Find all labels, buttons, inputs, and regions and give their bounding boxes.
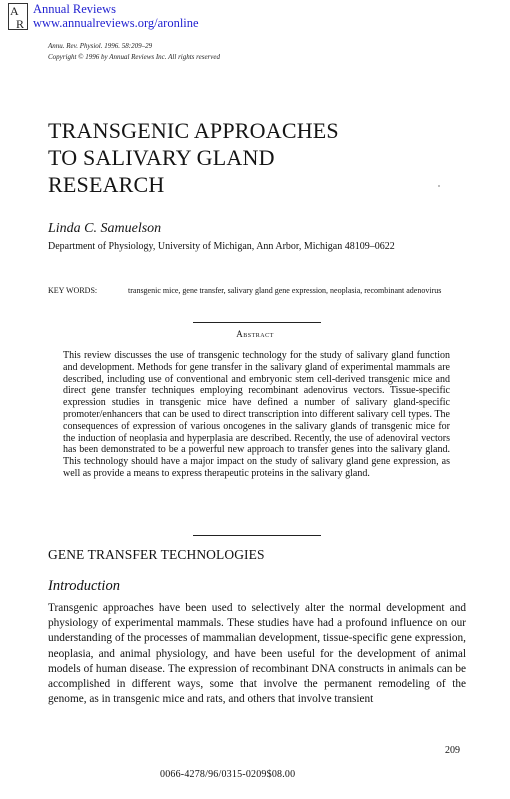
journal-citation: Annu. Rev. Physiol. 1996. 58:209–29 xyxy=(48,42,153,50)
author-affiliation: Department of Physiology, University of Michigan, Ann Arbor, Michigan 48109–0622 xyxy=(48,241,395,252)
author-name: Linda C. Samuelson xyxy=(48,221,162,236)
title-line: TRANSGENIC APPROACHES xyxy=(48,118,339,143)
abstract-text: This review discusses the use of transgenic technology for the study of salivary gland function and development. Methods for gene transfer in the salivary gland of experimental mammals are described, including use of conventional and embryonic stem cell-derived transgenic mice and direct gene transfer techniques employing recombinant adenovirus vectors. Tissue-specific expression studies in transgenic mice have defined a number of salivary gland-specific promoter/enhancers that can be used to direct transcription into different salivary cell types. The consequences of expression of various oncogenes in the salivary glands of transgenic mice for the induction of neoplasia and hyperplasia are described. Recently, the use of adenoviral vectors has been demonstrated to be a powerful new approach to transfer genes into the salivary gland. This technology should have a major impact on the study of salivary gland gene expression, as well as provide a means to express therapeutic proteins in the salivary gland. xyxy=(63,350,450,479)
annual-reviews-logo-icon xyxy=(8,3,28,30)
subsection-heading: Introduction xyxy=(48,578,120,594)
svg-text:A: A xyxy=(10,4,19,18)
body-paragraph: Transgenic approaches have been used to selectively alter the normal development and physiology of experimental mammals. These studies have had a profound influence on our understanding of the processes of mammalian development, tissue-specific gene expression, neoplasia, and animal physiology, and have been useful for the development of animal models of human disease. The expression of recombinant DNA constructs in animals can be accomplished in different ways, some that involve the permanent remodeling of the genome, as in transgenic mice and rats, and others that involve transient xyxy=(48,602,466,706)
citation-block xyxy=(48,41,220,63)
keywords-text: transgenic mice, gene transfer, salivary gland gene expression, neoplasia, recombinant adenovirus xyxy=(128,286,442,295)
publisher-url[interactable]: www.annualreviews.org/aronline xyxy=(33,16,199,30)
page-number: 209 xyxy=(445,745,460,756)
abstract-top-divider xyxy=(193,322,321,323)
scan-speck xyxy=(438,185,440,187)
publisher-name[interactable]: Annual Reviews xyxy=(33,2,116,16)
section-heading: GENE TRANSFER TECHNOLOGIES xyxy=(48,547,265,562)
abstract-bottom-divider xyxy=(193,535,321,536)
article-title xyxy=(48,117,339,198)
abstract-heading: Abstract xyxy=(236,329,274,339)
keywords-label: KEY WORDS: xyxy=(48,286,98,295)
title-line: RESEARCH xyxy=(48,172,165,197)
svg-text:R: R xyxy=(16,17,25,30)
title-line: TO SALIVARY GLAND xyxy=(48,145,275,170)
publisher-header[interactable] xyxy=(33,2,199,30)
copyright-line: Copyright © 1996 by Annual Reviews Inc. All rights reserved xyxy=(48,53,220,61)
article-code: 0066-4278/96/0315-0209$08.00 xyxy=(160,769,296,780)
